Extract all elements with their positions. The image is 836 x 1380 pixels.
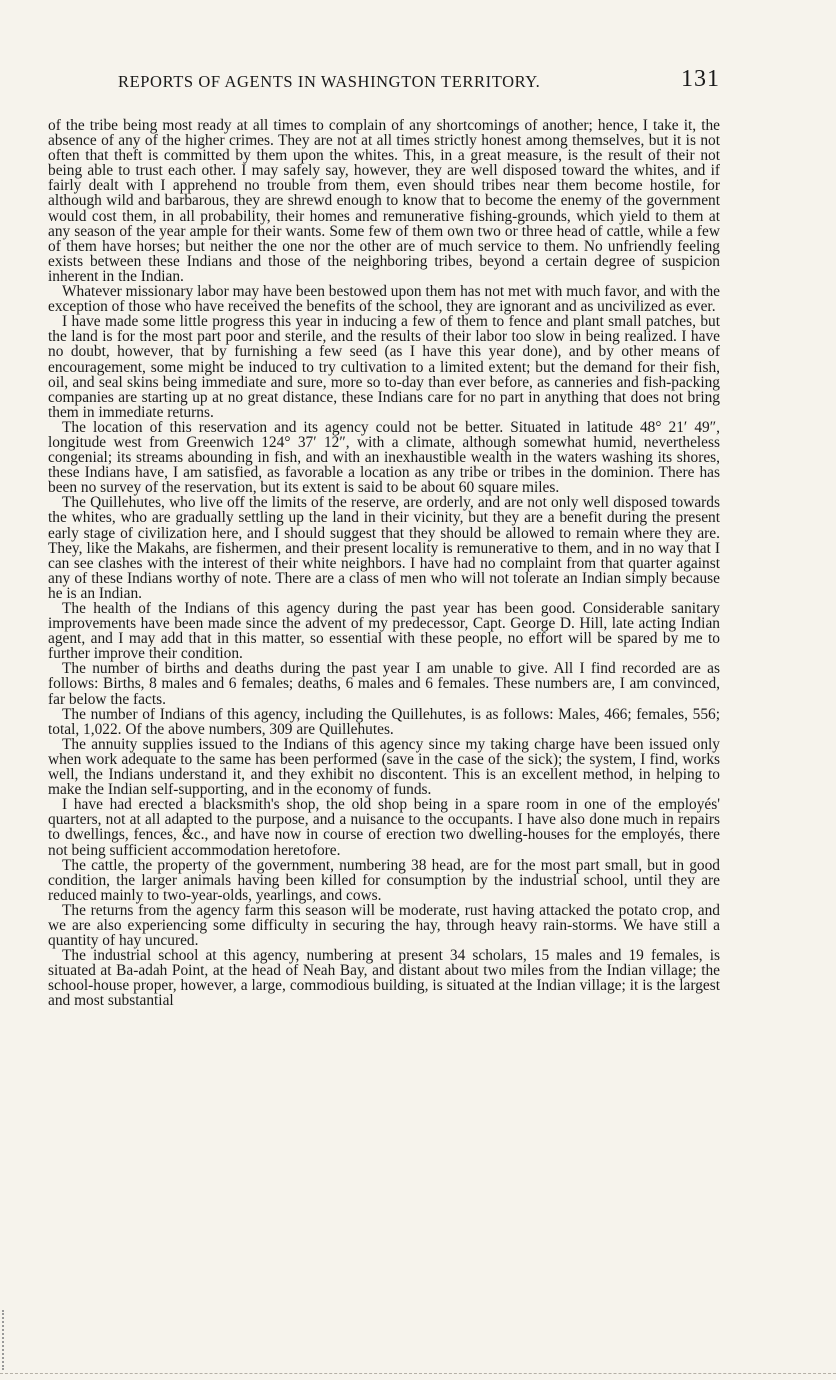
page-number: 131 xyxy=(681,66,720,92)
paragraph-cattle: The cattle, the property of the government, numbering 38 head, are for the most part small, but in good condition, the larger animals having been killed for consumption by the industrial school, until they are reduced mainly to two-year-olds, yearlings, and cows. xyxy=(48,856,720,904)
paragraph-farm: The returns from the agency farm this season will be moderate, rust having attacked the potato crop, and we are also experiencing some difficulty in securing the hay, through heavy rain-storms. We have still a quantity of hay uncured. xyxy=(48,901,720,950)
paragraph-quillehutes: The Quillehutes, who live off the limits of the reserve, are orderly, and are not only well disposed towards the whites, who are gradually settling up the land in their vicinity, but they are a benefit during the present early stage of civilization here, and I should suggest that they should be allowed to remain where they are. They, like the Makahs, are fishermen, and their present locality is remunerative to them, and in no way that I can see clashes with the interest of their white neighbors. I have had no complaint from that quarter against any of these Indians worthy of note. There are a class of men who will not tolerate an Indian simply because he is an Indian. xyxy=(48,494,720,602)
paragraph-annuity: The annuity supplies issued to the Indians of this agency since my taking charge have been issued only when work adequate to the same has been performed (save in the case of the sick); the system, I find, works well, the Indians understand it, and they exhibit no discontent. This is an excellent method, in helping to make the Indian self-supporting, and in the economy of funds. xyxy=(48,735,720,799)
paragraph-school: The industrial school at this agency, numbering at present 34 scholars, 15 males and 19 females, is situated at Ba-adah Point, at the head of Neah Bay, and distant about two miles from the Indian village; the school-house proper, however, a large, commodious building, is situated at the Indian village; it is the largest and most substantial xyxy=(48,947,720,1010)
paragraph-health: The health of the Indians of this agency during the past year has been good. Considerable sanitary improvements have been made since the advent of my predecessor, Capt. George D. Hill, late acting Indian agent, and I may add that in this matter, so essential with these people, no effort will be spared by me to further improve their condition. xyxy=(48,600,720,663)
paragraph-cultivation: I have made some little progress this year in inducing a few of them to fence and plant small patches, but the land is for the most part poor and sterile, and the results of their labor too slow in being realized. I have no doubt, however, that by furnishing a few seed (as I have this year done), and by other means of encouragement, some might be induced to try cultivation to a limited extent; but the demand for their fish, oil, and seal skins being immediate and sure, more so to-day than ever before, as canneries and fish-packing companies are starting up at no great distance, these Indians care for no part in anything that does not bring them in immediate returns. xyxy=(48,313,720,421)
running-title: REPORTS OF AGENTS IN WASHINGTON TERRITORY. xyxy=(118,72,541,91)
paragraph-continued: of the tribe being most ready at all times to complain of any shortcomings of another; hence, I take it, the absence of any of the higher crimes. They are not at all times strictly honest among themselves, but it is not often that theft is committed by them upon the whites. This, in a great measure, is the result of their not being able to trust each other. I may safely say, however, they are well disposed toward the whites, and if fairly dealt with I apprehend no trouble from them, even should tribes near them become hostile, for although wild and barbarous, they are shrewd enough to know that to become the enemy of the government would cost them, in all probability, their homes and remunerative fishing-grounds, which yield to them at any season of the year ample for their wants. Some few of them own two or three head of cattle, while a few of them have horses; but neither the one nor the other are of much service to them. No unfriendly feeling exists between these Indians and those of the neighboring tribes, beyond a certain degree of suspicion inherent in the Indian. xyxy=(48,117,720,285)
paragraph-missionary: Whatever missionary labor may have been bestowed upon them has not met with much favor, and with the exception of those who have received the benefits of the school, they are ignorant and as uncivilized as ever. xyxy=(48,283,720,316)
paragraph-blacksmith: I have had erected a blacksmith's shop, the old shop being in a spare room in one of the employés' quarters, not at all adapted to the purpose, and a nuisance to the occupants. I have also done much in repairs to dwellings, fences, &c., and have now in course of erection two dwelling-houses for the employés, there not being sufficient accommodation heretofore. xyxy=(48,796,720,859)
paragraph-location: The location of this reservation and its agency could not be better. Situated in latitude 48° 21′ 49″, longitude west from Greenwich 124° 37′ 12″, with a climate, although somewhat humid, nevertheless congenial; its streams abounding in fish, and with an inexhaustible wealth in the waters washing its shores, these Indians have, I am satisfied, as favorable a location as any tribe or tribes in the dominion. There has been no survey of the reservation, but its extent is said to be about 60 square miles. xyxy=(48,418,720,497)
running-head xyxy=(48,66,720,92)
page-bottom-edge xyxy=(0,1373,836,1374)
body-text xyxy=(48,118,720,1009)
paragraph-births-deaths: The number of births and deaths during the past year I am unable to give. All I find recorded are as follows: Births, 8 males and 6 females; deaths, 6 males and 6 females. These numbers are, I am convinced, far below the facts. xyxy=(48,660,720,708)
paragraph-census: The number of Indians of this agency, including the Quillehutes, is as follows: Males, 466; females, 556; total, 1,022. Of the above numbers, 309 are Quillehutes. xyxy=(48,705,720,738)
margin-scan-mark xyxy=(2,1310,10,1370)
